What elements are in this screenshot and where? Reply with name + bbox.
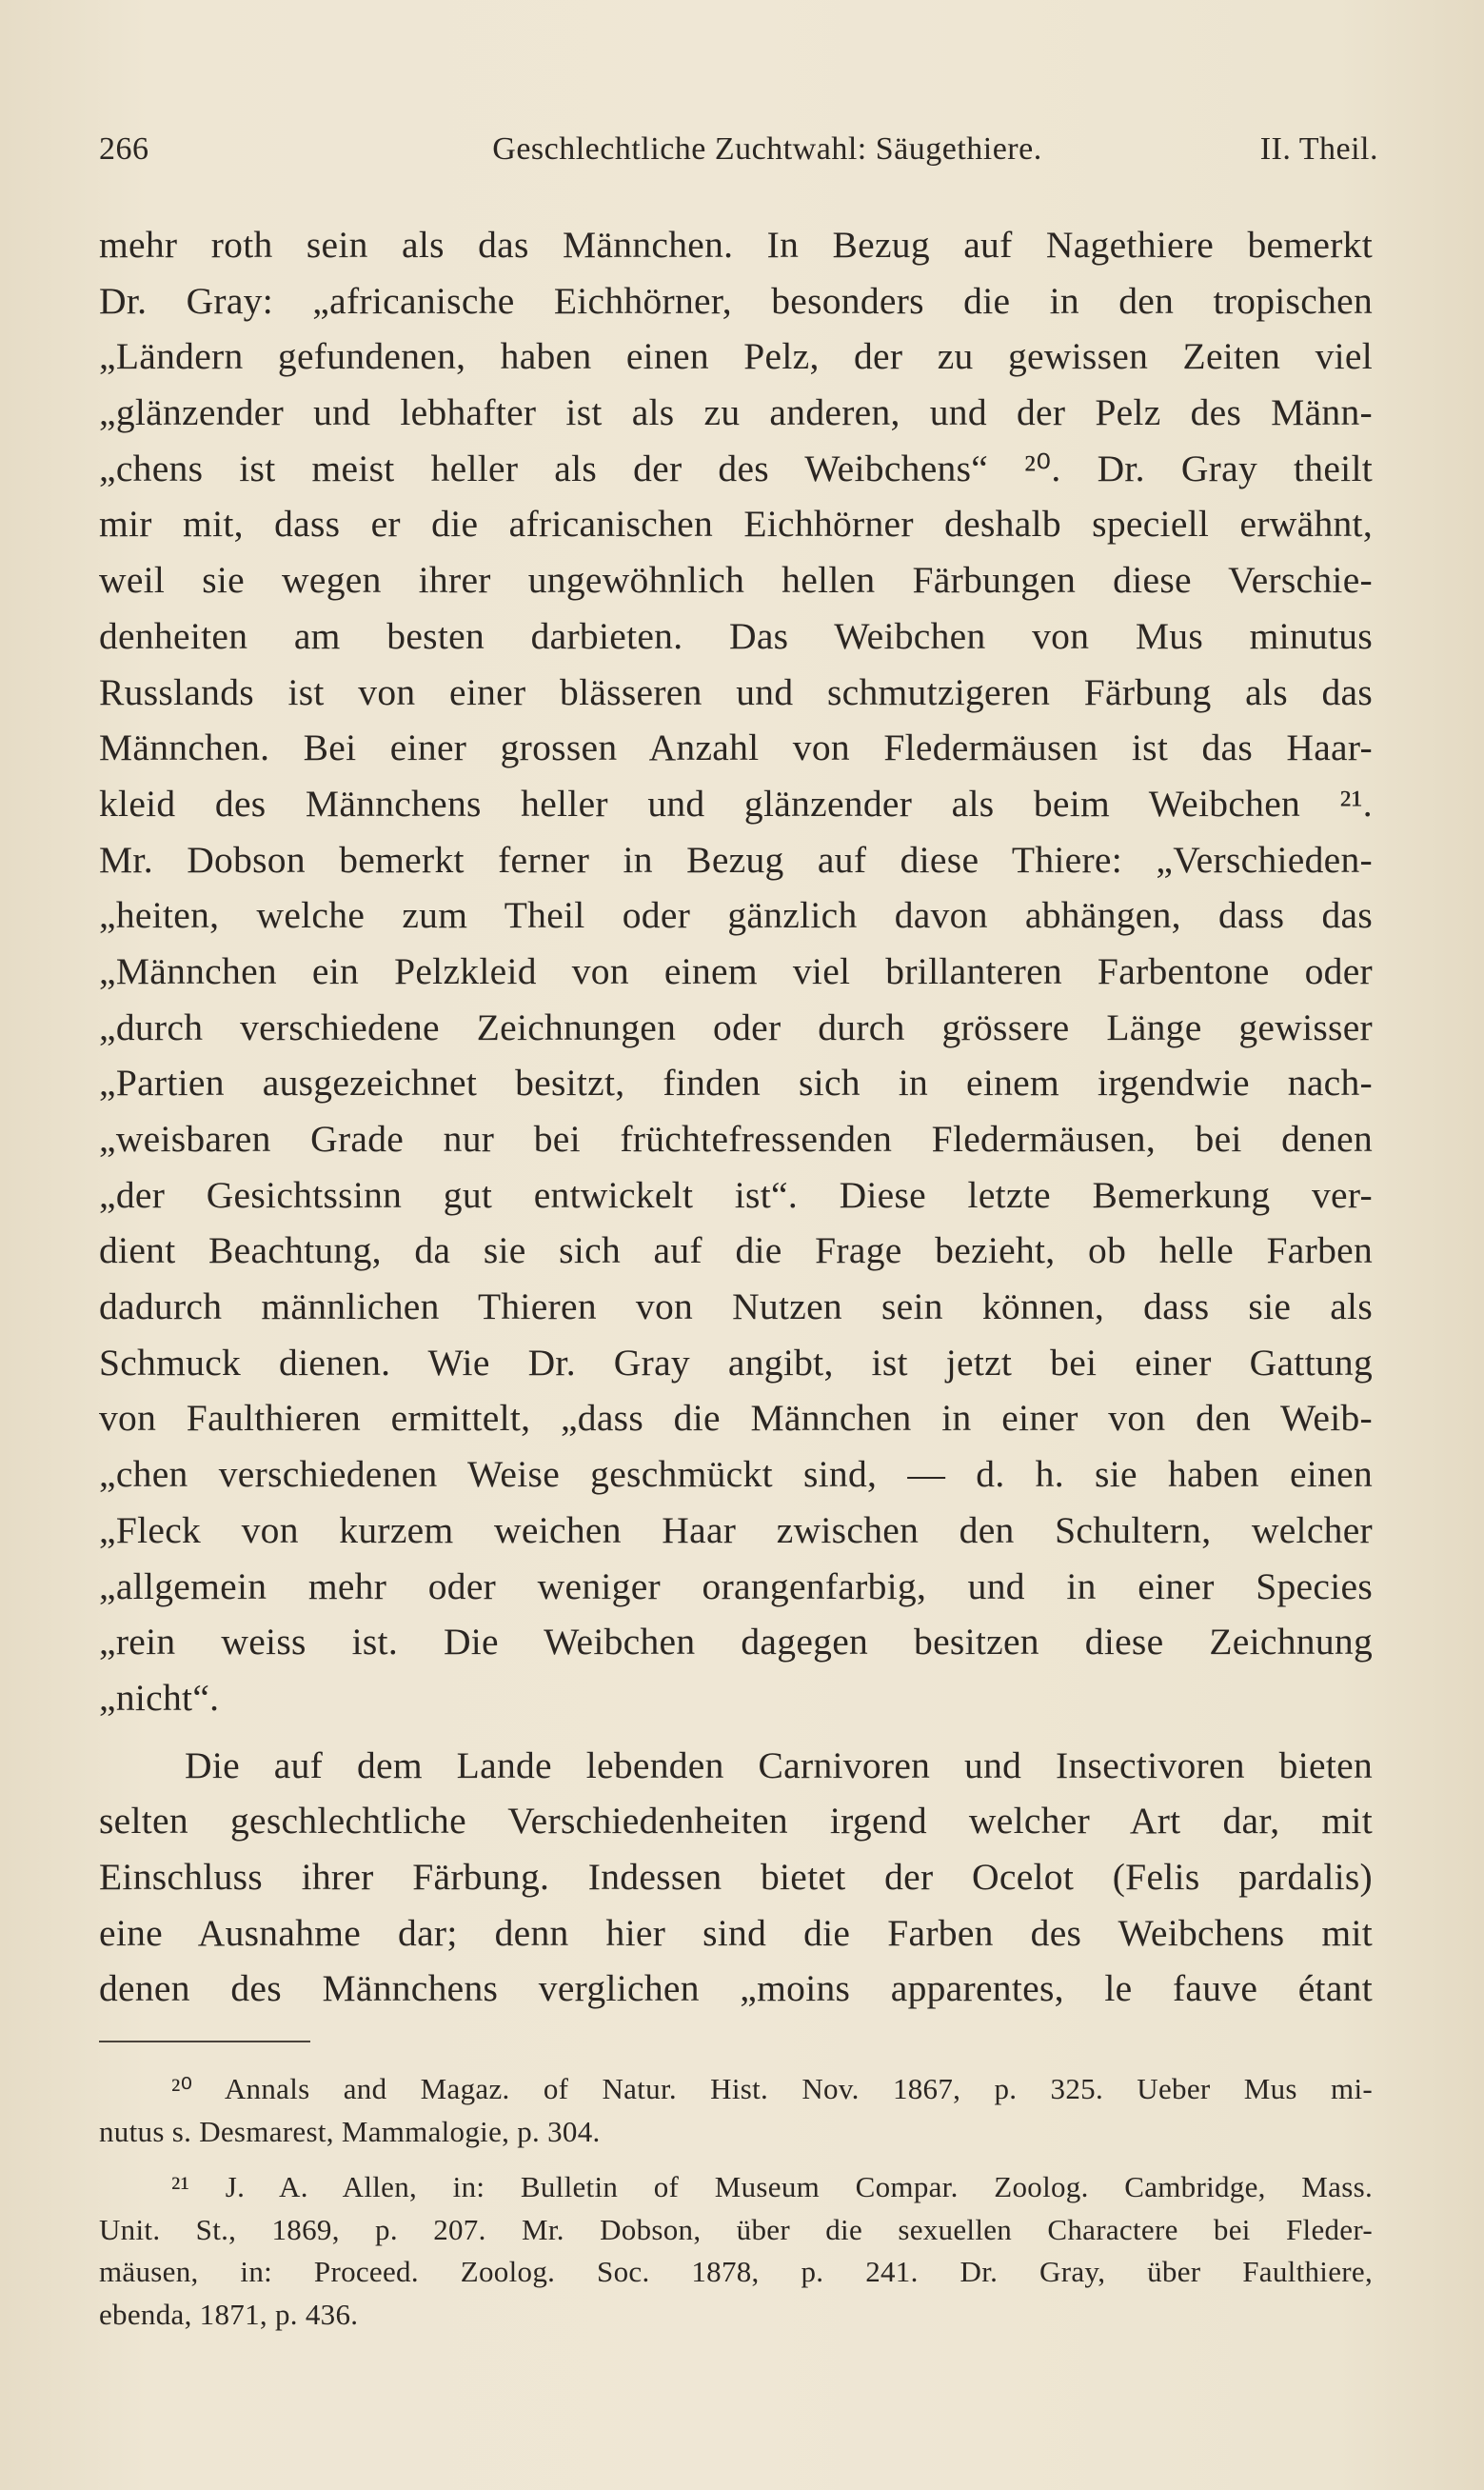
text-line: mir mit, dass er die africanischen Eichhörner deshalb speciell erwähnt, xyxy=(99,503,1373,546)
main-text xyxy=(99,217,1373,2017)
running-title: Geschlechtliche Zuchtwahl: Säugethiere. xyxy=(492,131,1042,167)
text-line: dadurch männlichen Thieren von Nutzen sein können, dass sie als xyxy=(99,1285,1373,1328)
text-line: kleid des Männchens heller und glänzender als beim Weibchen ²¹. xyxy=(99,782,1373,825)
text-line: Die auf dem Lande lebenden Carnivoren und Insectivoren bieten xyxy=(185,1743,1373,1786)
footnote-line: ²⁰ Annals and Magaz. of Natur. Hist. Nov. 1867, p. 325. Ueber Mus mi- xyxy=(171,2072,1373,2105)
text-line: eine Ausnahme dar; denn hier sind die Farben des Weibchens mit xyxy=(99,1911,1373,1954)
text-line: Schmuck dienen. Wie Dr. Gray angibt, ist jetzt bei einer Gattung xyxy=(99,1341,1373,1384)
text-line: Männchen. Bei einer grossen Anzahl von Fledermäusen ist das Haar- xyxy=(99,727,1373,769)
text-line: „chens ist meist heller als der des Weibchens“ ²⁰. Dr. Gray theilt xyxy=(99,447,1373,489)
footnote-divider xyxy=(99,2041,310,2042)
text-line: Mr. Dobson bemerkt ferner in Bezug auf diese Thiere: „Verschieden- xyxy=(99,838,1373,881)
footnote-line: ebenda, 1871, p. 436. xyxy=(99,2297,359,2331)
text-line: „Ländern gefundenen, haben einen Pelz, der zu gewissen Zeiten viel xyxy=(99,335,1373,378)
text-line: von Faulthieren ermittelt, „dass die Männchen in einer von den Weib- xyxy=(99,1397,1373,1440)
text-line: „allgemein mehr oder weniger orangenfarbig, und in einer Species xyxy=(99,1564,1373,1607)
text-line: „heiten, welche zum Theil oder gänzlich davon abhängen, dass das xyxy=(99,894,1373,937)
text-line: selten geschlechtliche Verschiedenheiten irgend welcher Art dar, mit xyxy=(99,1800,1373,1843)
text-line: „nicht“. xyxy=(99,1676,220,1719)
footnote-line: mäusen, in: Proceed. Zoolog. Soc. 1878, p. 241. Dr. Gray, über Faulthiere, xyxy=(99,2255,1373,2288)
text-line: denen des Männchens verglichen „moins apparentes, le fauve étant xyxy=(99,1967,1373,2010)
text-line: „chen verschiedenen Weise geschmückt sind, — d. h. sie haben einen xyxy=(99,1453,1373,1496)
footnotes xyxy=(99,2068,1373,2349)
text-line: „der Gesichtssinn gut entwickelt ist“. Diese letzte Bemerkung ver- xyxy=(99,1173,1373,1216)
text-line: „durch verschiedene Zeichnungen oder durch grössere Länge gewisser xyxy=(99,1006,1373,1048)
text-line: weil sie wegen ihrer ungewöhnlich hellen Färbungen diese Verschie- xyxy=(99,559,1373,602)
text-line: denheiten am besten darbieten. Das Weibchen von Mus minutus xyxy=(99,614,1373,657)
footnote-20 xyxy=(99,2068,1373,2153)
footnote-line: ²¹ J. A. Allen, in: Bulletin of Museum Compar. Zoolog. Cambridge, Mass. xyxy=(171,2170,1373,2203)
footnote-line: Unit. St., 1869, p. 207. Mr. Dobson, über die sexuellen Charactere bei Fleder- xyxy=(99,2212,1373,2246)
text-line: Einschluss ihrer Färbung. Indessen bietet der Ocelot (Felis pardalis) xyxy=(99,1855,1373,1898)
text-line: mehr roth sein als das Männchen. In Bezug auf Nagethiere bemerkt xyxy=(99,224,1373,266)
text-line: „Männchen ein Pelzkleid von einem viel brillanteren Farbentone oder xyxy=(99,949,1373,992)
text-line: dient Beachtung, da sie sich auf die Frage bezieht, ob helle Farben xyxy=(99,1229,1373,1272)
page-number: 266 xyxy=(99,131,149,167)
text-line: „rein weiss ist. Die Weibchen dagegen besitzen diese Zeichnung xyxy=(99,1621,1373,1663)
running-header xyxy=(99,131,1378,179)
footnote-line: nutus s. Desmarest, Mammalogie, p. 304. xyxy=(99,2114,601,2148)
footnote-21 xyxy=(99,2166,1373,2336)
text-line: Dr. Gray: „africanische Eichhörner, besonders die in den tropischen xyxy=(99,279,1373,322)
text-line: „Partien ausgezeichnet besitzt, finden sich in einem irgendwie nach- xyxy=(99,1062,1373,1105)
text-line: „weisbaren Grade nur bei früchtefressenden Fledermäusen, bei denen xyxy=(99,1118,1373,1160)
text-line: Russlands ist von einer blässeren und schmutzigeren Färbung als das xyxy=(99,670,1373,713)
part-label: II. Theil. xyxy=(1259,131,1378,167)
text-line: „Fleck von kurzem weichen Haar zwischen den Schultern, welcher xyxy=(99,1508,1373,1551)
text-line: „glänzender und lebhafter ist als zu anderen, und der Pelz des Männ- xyxy=(99,391,1373,434)
